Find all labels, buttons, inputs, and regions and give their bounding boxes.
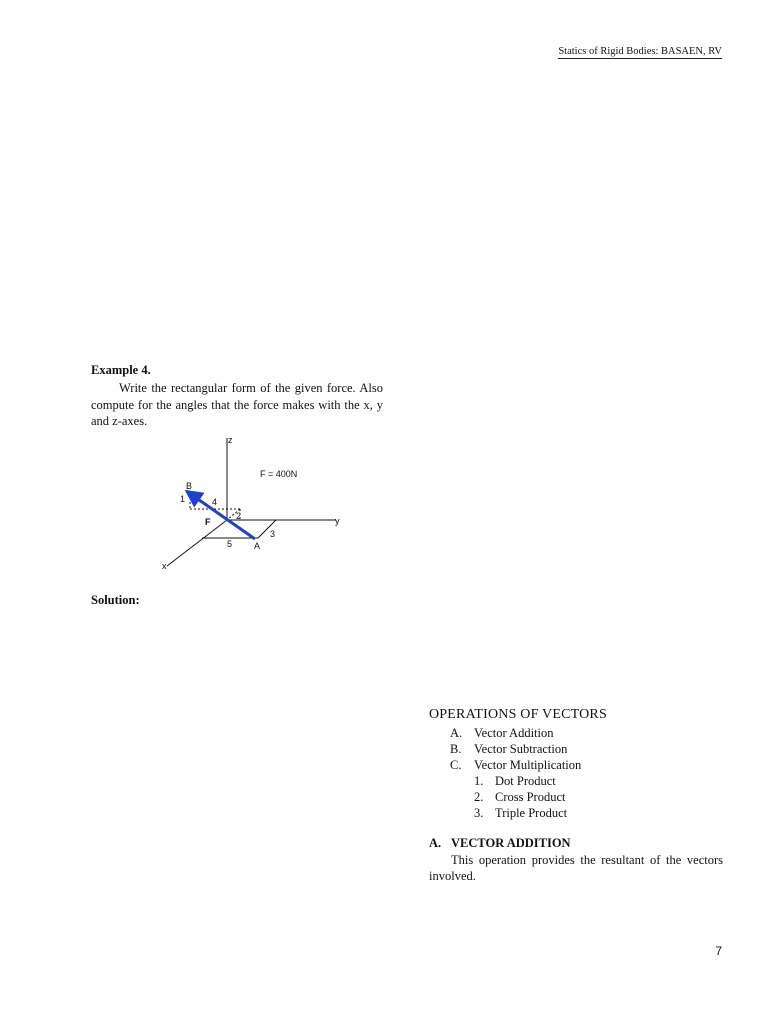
list-item-text: Vector Multiplication <box>474 758 582 772</box>
sub-list-marker: 3. <box>474 806 484 820</box>
vector-addition-heading <box>429 836 571 851</box>
sub-list-item-text: Dot Product <box>495 774 556 788</box>
list-marker: B. <box>450 742 462 756</box>
force-label: F <box>205 517 211 527</box>
list-item-text: Vector Subtraction <box>474 742 568 756</box>
example-paragraph: Write the rectangular form of the given force. Also compute for the angles that the force makes with the x, y and z-axes. <box>91 381 383 428</box>
solution-label: Solution: <box>91 593 140 607</box>
z-axis-label: z <box>228 435 233 445</box>
sub-list-marker: 1. <box>474 774 484 788</box>
force-value-label: F = 400N <box>260 469 298 479</box>
vector-addition-text <box>429 852 723 884</box>
sub-list-item-text: Cross Product <box>495 790 566 804</box>
dimension-3-label: 3 <box>270 529 276 539</box>
list-item-text: Vector Addition <box>474 726 554 740</box>
y-axis-label: y <box>335 516 340 526</box>
list-marker: C. <box>450 758 462 772</box>
page-number: 7 <box>715 944 722 958</box>
point-a-label: A <box>254 541 261 551</box>
x-axis-label: x <box>162 561 167 571</box>
running-header: Statics of Rigid Bodies: BASAEN, RV <box>558 46 722 57</box>
section-marker: A. <box>429 836 442 850</box>
force-vector <box>192 495 255 539</box>
x-axis <box>167 520 227 566</box>
operations-heading: OPERATIONS OF VECTORS <box>429 707 607 722</box>
dimension-2-label: 2 <box>236 511 242 521</box>
vector-addition-paragraph: This operation provides the resultant of the vectors involved. <box>429 853 723 883</box>
example-text <box>91 380 383 430</box>
section-title: VECTOR ADDITION <box>451 836 571 850</box>
dimension-5-label: 5 <box>227 539 233 549</box>
example-title: Example 4. <box>91 363 151 377</box>
sub-list-item-text: Triple Product <box>495 806 568 820</box>
list-marker: A. <box>450 726 463 740</box>
force-diagram-svg <box>150 430 360 580</box>
force-diagram <box>150 430 360 580</box>
dimension-1-label: 1 <box>180 494 186 504</box>
point-b-label: B <box>186 481 193 491</box>
sub-list-marker: 2. <box>474 790 484 804</box>
dimension-4-label: 4 <box>212 497 218 507</box>
